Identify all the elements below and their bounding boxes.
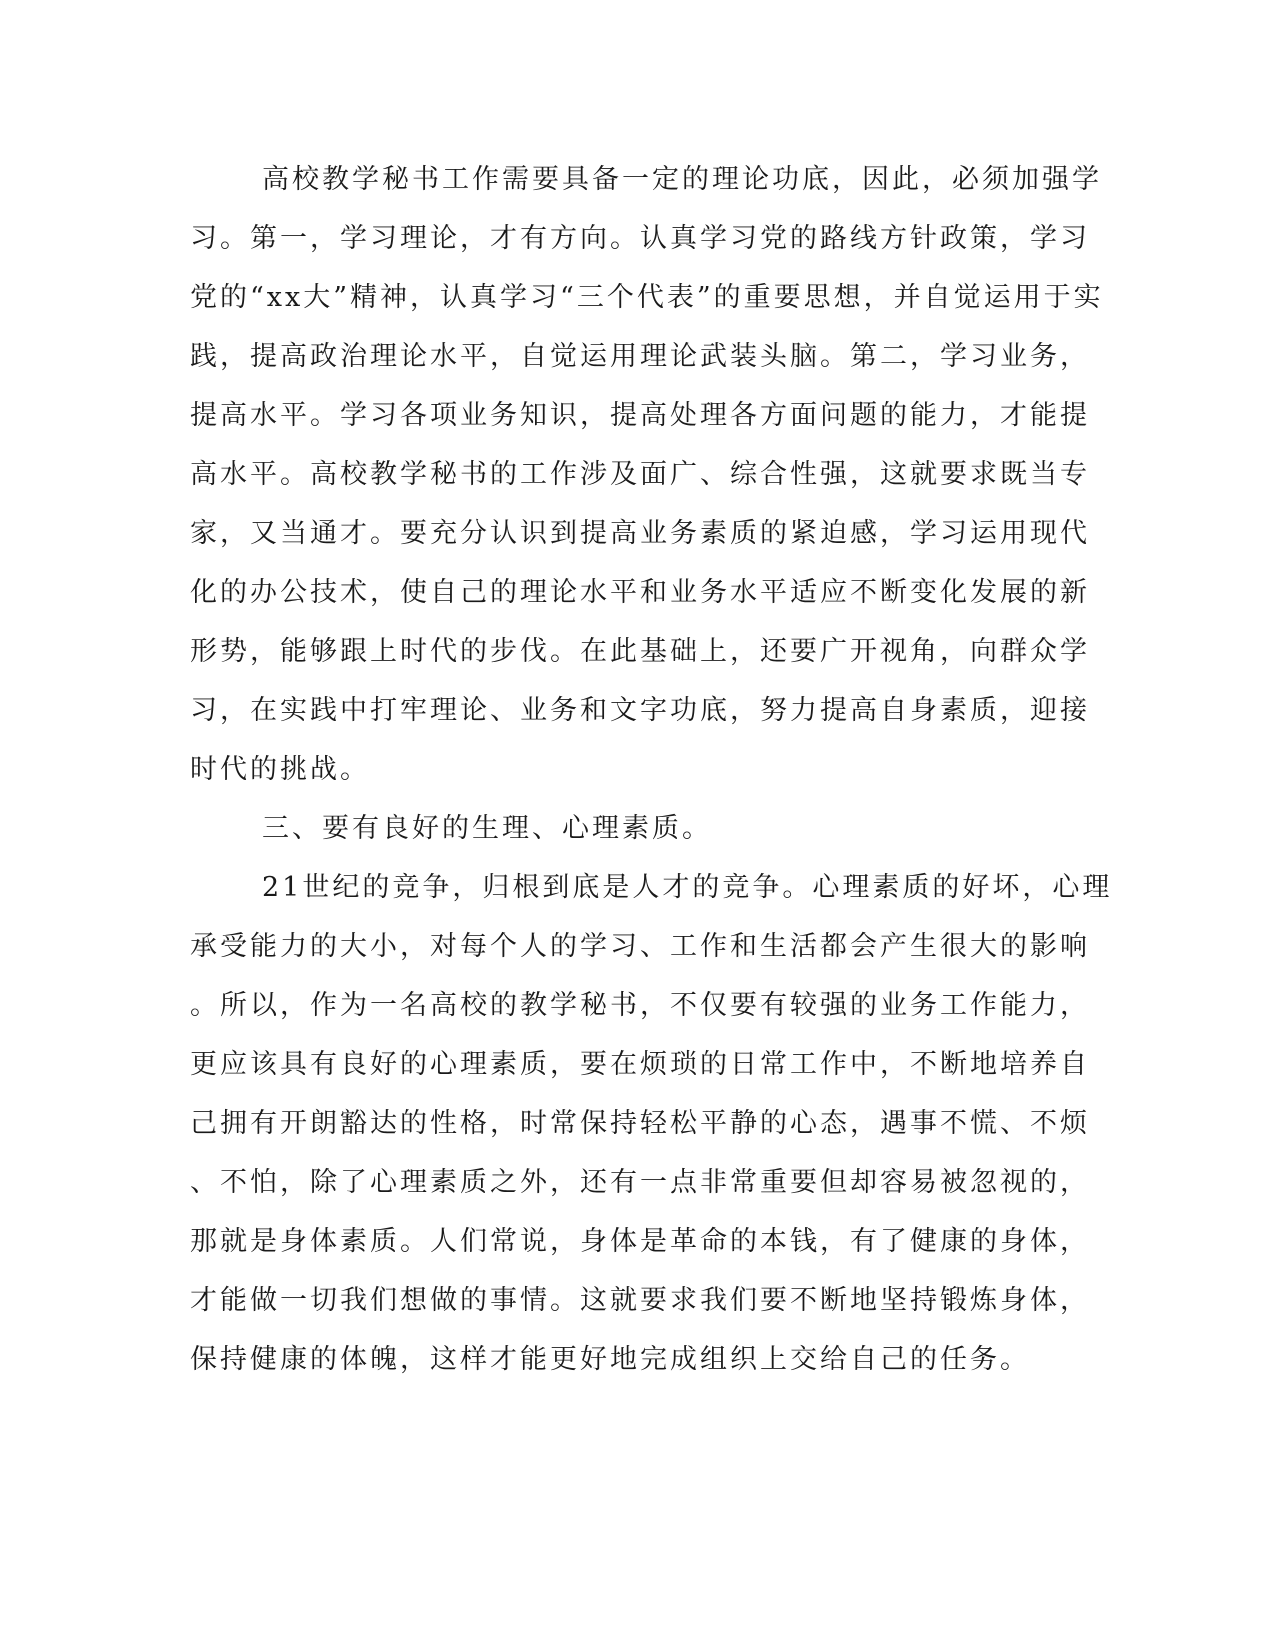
paragraph-2-line-2: 承受能力的大小，对每个人的学习、工作和生活都会产生很大的影响	[190, 931, 1090, 962]
paragraph-1-line-10: 习，在实践中打牢理论、业务和文字功底，努力提高自身素质，迎接	[190, 695, 1090, 726]
paragraph-1-line-6: 高水平。高校教学秘书的工作涉及面广、综合性强，这就要求既当专	[190, 459, 1090, 490]
paragraph-1-line-11: 时代的挑战。	[190, 754, 370, 785]
section-heading: 三、要有良好的生理、心理素质。	[262, 813, 712, 844]
paragraph-2-line-5: 己拥有开朗豁达的性格，时常保持轻松平静的心态，遇事不慌、不烦	[190, 1108, 1090, 1139]
paragraph-1-line-7: 家，又当通才。要充分认识到提高业务素质的紧迫感，学习运用现代	[190, 518, 1090, 549]
paragraph-1-line-5: 提高水平。学习各项业务知识，提高处理各方面问题的能力，才能提	[190, 400, 1090, 431]
paragraph-2-line-4: 更应该具有良好的心理素质，要在烦琐的日常工作中，不断地培养自	[190, 1049, 1090, 1080]
paragraph-1-line-1: 高校教学秘书工作需要具备一定的理论功底，因此，必须加强学	[262, 164, 1102, 195]
paragraph-1-line-8: 化的办公技术，使自己的理论水平和业务水平适应不断变化发展的新	[190, 577, 1090, 608]
paragraph-2-line-1: 21世纪的竞争，归根到底是人才的竞争。心理素质的好坏，心理	[262, 872, 1113, 903]
paragraph-1-line-3: 党的“xx大”精神，认真学习“三个代表”的重要思想，并自觉运用于实	[190, 282, 1104, 313]
paragraph-2-line-7: 那就是身体素质。人们常说，身体是革命的本钱，有了健康的身体，	[190, 1226, 1090, 1257]
paragraph-2-line-9: 保持健康的体魄，这样才能更好地完成组织上交给自己的任务。	[190, 1344, 1030, 1375]
paragraph-1-line-9: 形势，能够跟上时代的步伐。在此基础上，还要广开视角，向群众学	[190, 636, 1090, 667]
paragraph-1-line-4: 践，提高政治理论水平，自觉运用理论武装头脑。第二，学习业务，	[190, 341, 1090, 372]
paragraph-2-line-8: 才能做一切我们想做的事情。这就要求我们要不断地坚持锻炼身体，	[190, 1285, 1090, 1316]
paragraph-2-line-3: 。所以，作为一名高校的教学秘书，不仅要有较强的业务工作能力，	[190, 990, 1090, 1021]
paragraph-1-line-2: 习。第一，学习理论，才有方向。认真学习党的路线方针政策，学习	[190, 223, 1090, 254]
paragraph-2-line-6: 、不怕，除了心理素质之外，还有一点非常重要但却容易被忽视的，	[190, 1167, 1090, 1198]
